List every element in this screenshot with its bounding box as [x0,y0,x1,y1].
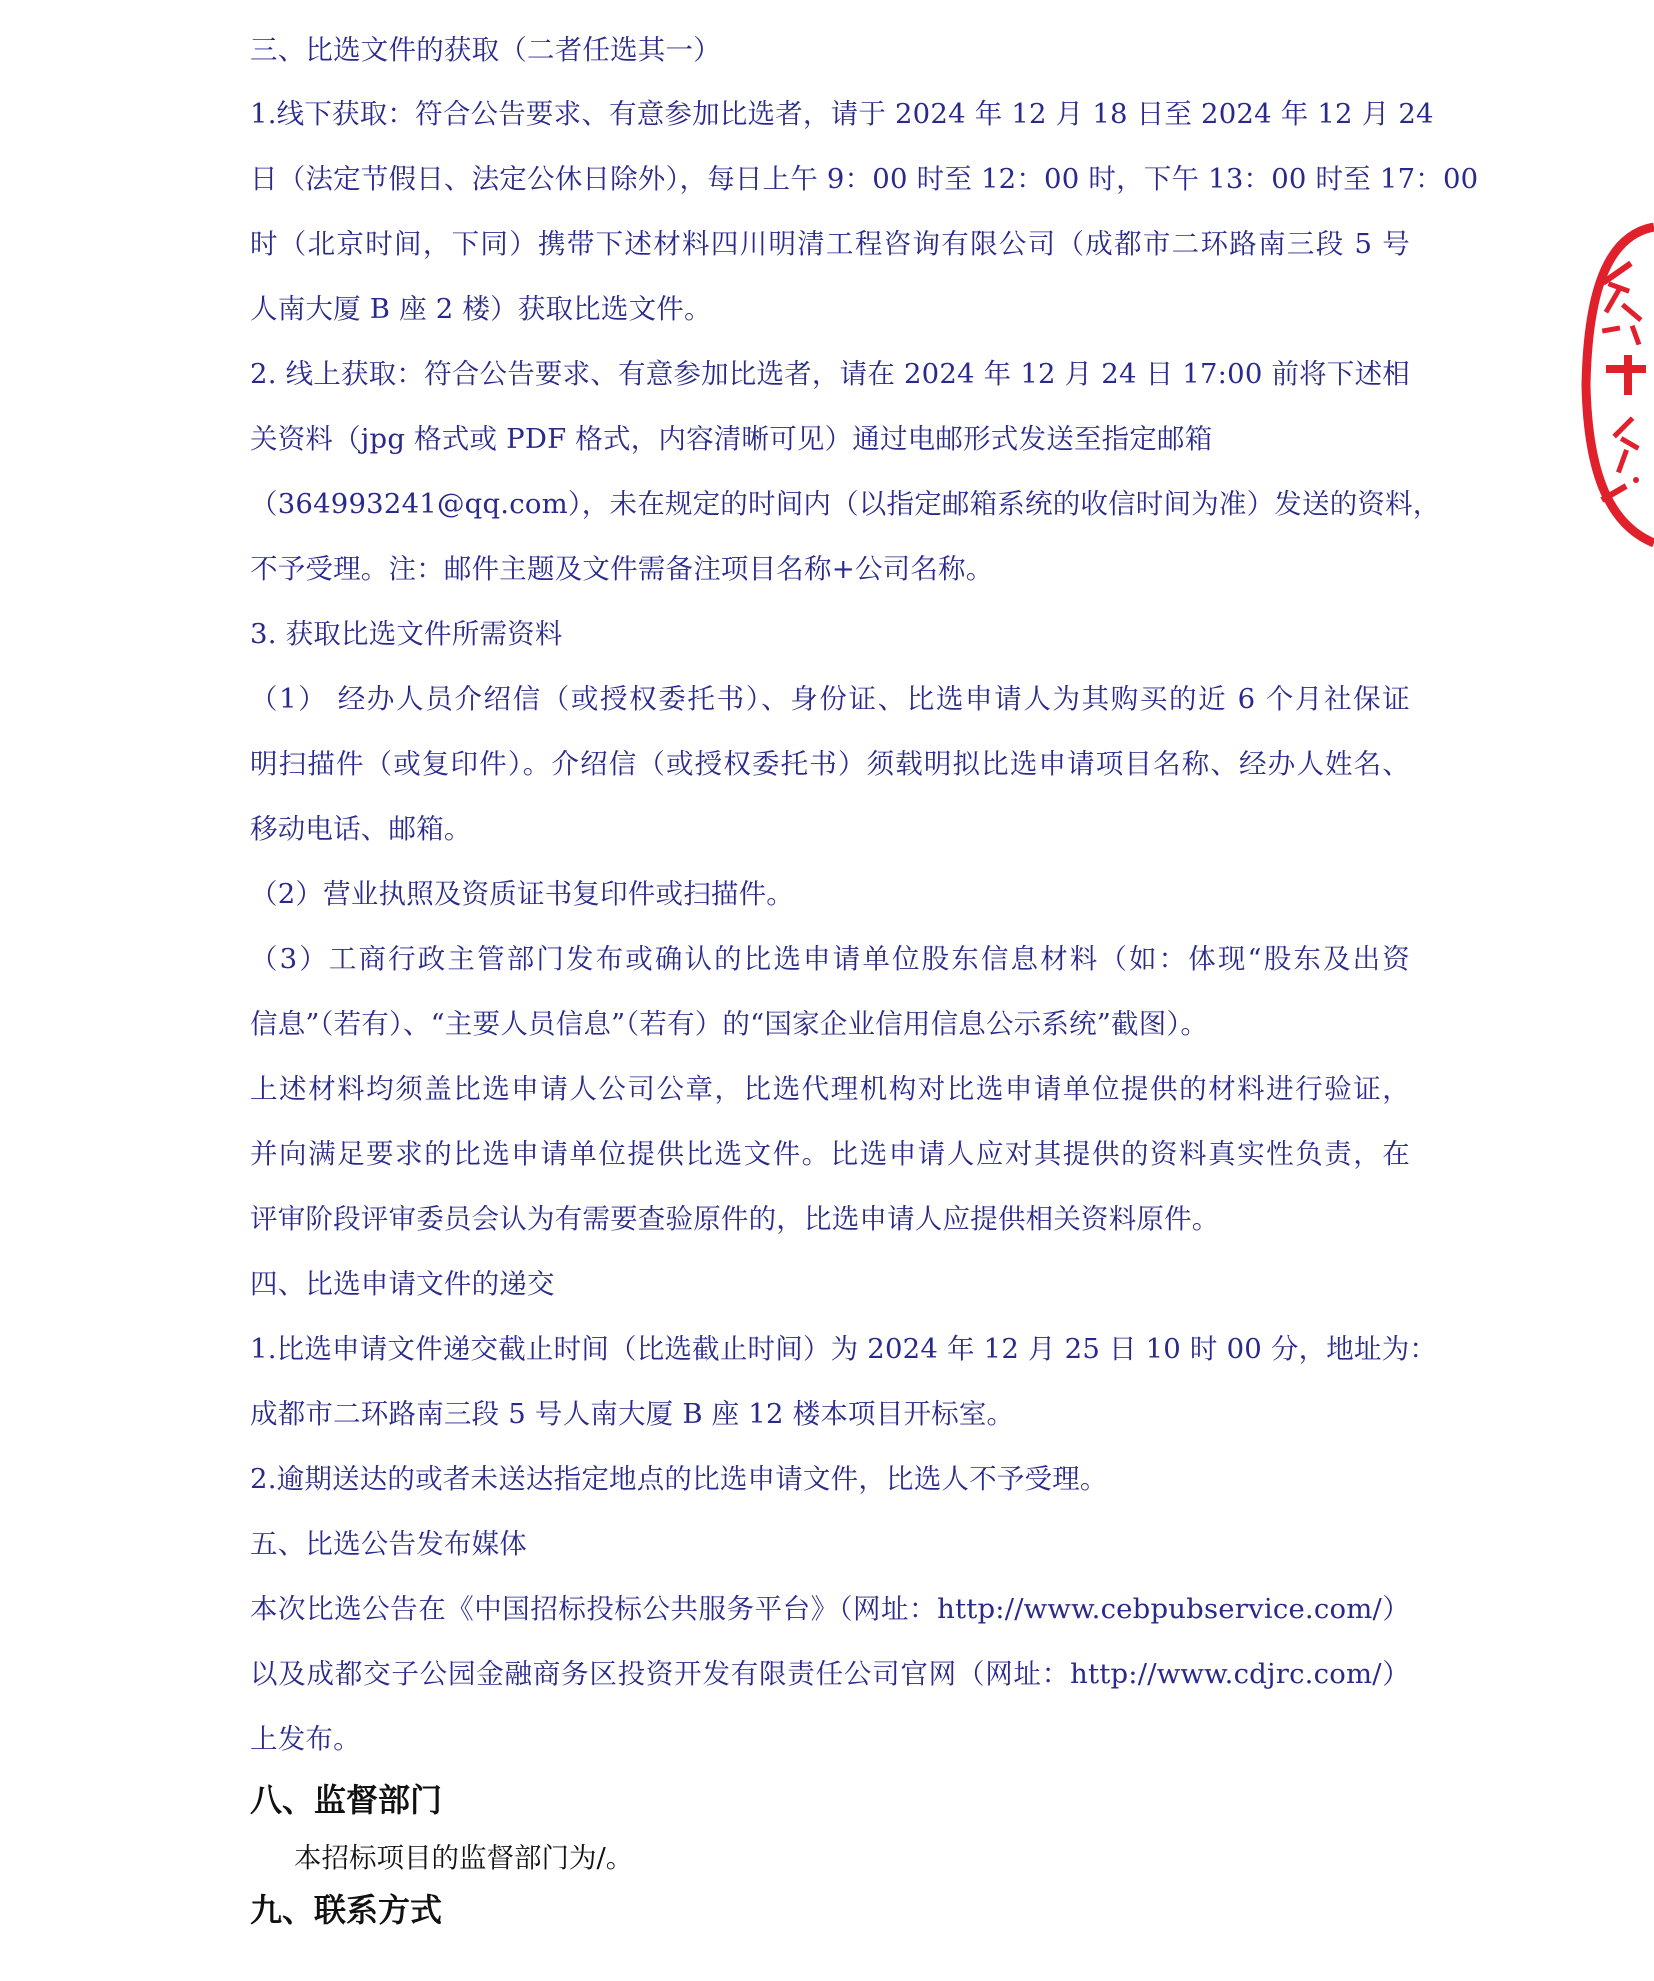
deadline-line-2: 成都市二环路南三段 5 号人南大厦 B 座 12 楼本项目开标室。 [250,1398,1015,1430]
company-seal-icon [1580,215,1654,555]
media-line-2: 以及成都交子公园金融商务区投资开发有限责任公司官网（网址：http://www.cdjrc.com/） [250,1658,1410,1690]
item1-line-3: 移动电话、邮箱。 [250,813,472,845]
section5-title: 五、比选公告发布媒体 [250,1528,527,1560]
online-line-3: （364993241@qq.com），未在规定的时间内（以指定邮箱系统的收信时间为准）发送的资料， [250,488,1441,520]
stamp-note-line-3: 评审阶段评审委员会认为有需要查验原件的，比选申请人应提供相关资料原件。 [250,1203,1220,1235]
late-submission-line: 2.逾期送达的或者未送达指定地点的比选申请文件，比选人不予受理。 [250,1463,1108,1495]
media-line-1: 本次比选公告在《中国招标投标公共服务平台》（网址：http://www.cebpubservice.com/） [250,1593,1410,1625]
materials-title: 3. 获取比选文件所需资料 [250,618,563,650]
media-line-3: 上发布。 [250,1723,361,1755]
section3-title: 三、比选文件的获取（二者任选其一） [250,34,721,66]
item2-line: （2）营业执照及资质证书复印件或扫描件。 [250,878,794,910]
online-line-1: 2. 线上获取：符合公告要求、有意参加比选者，请在 2024 年 12 月 24 日 17:00 前将下述相 [250,358,1410,390]
deadline-line-1: 1.比选申请文件递交截止时间（比选截止时间）为 2024 年 12 月 25 日 10 时 00 分，地址为： [250,1333,1438,1365]
offline-line-1: 1.线下获取：符合公告要求、有意参加比选者，请于 2024 年 12 月 18 日至 2024 年 12 月 24 [250,98,1434,130]
offline-line-2: 日（法定节假日、法定公休日除外），每日上午 9：00 时至 12：00 时，下午 13：00 时至 17：00 [250,163,1479,195]
section4-title: 四、比选申请文件的递交 [250,1268,555,1300]
section9-heading: 九、联系方式 [250,1891,443,1929]
online-line-2: 关资料（jpg 格式或 PDF 格式，内容清晰可见）通过电邮形式发送至指定邮箱 [250,423,1213,455]
stamp-note-line-1: 上述材料均须盖比选申请人公司公章，比选代理机构对比选申请单位提供的材料进行验证， [250,1073,1410,1105]
offline-line-4: 人南大厦 B 座 2 楼）获取比选文件。 [250,293,712,325]
offline-line-3: 时（北京时间，下同）携带下述材料四川明清工程咨询有限公司（成都市二环路南三段 5 号 [250,228,1410,260]
item1-line-2: 明扫描件（或复印件）。介绍信（或授权委托书）须载明拟比选申请项目名称、经办人姓名、 [250,748,1410,780]
section8-heading: 八、监督部门 [250,1781,443,1819]
supervision-text: 本招标项目的监督部门为/。 [294,1842,634,1874]
online-line-4: 不予受理。注：邮件主题及文件需备注项目名称+公司名称。 [250,553,994,585]
stamp-note-line-2: 并向满足要求的比选申请单位提供比选文件。比选申请人应对其提供的资料真实性负责，在 [250,1138,1410,1170]
item3-line-2: 信息”（若有）、“主要人员信息”（若有）的“国家企业信用信息公示系统”截图）。 [250,1008,1209,1040]
item3-line-1: （3）工商行政主管部门发布或确认的比选申请单位股东信息材料（如：体现“股东及出资 [250,943,1410,975]
item1-line-1: （1） 经办人员介绍信（或授权委托书）、身份证、比选申请人为其购买的近 6 个月社保证 [250,683,1410,715]
